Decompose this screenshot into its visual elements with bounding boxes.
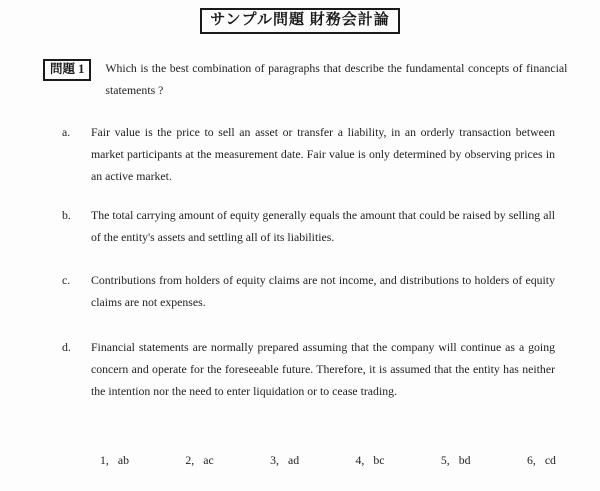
document-title: サンプル問題 財務会計論	[200, 8, 399, 34]
paragraph-a	[62, 121, 600, 187]
choice-2-value: ac	[203, 453, 214, 467]
choice-3-number: 3,	[270, 453, 279, 467]
choice-2	[185, 449, 213, 471]
question-text: Which is the best combination of paragraphs that describe the fundamental concepts of financial statements ?	[105, 61, 568, 97]
title-row	[0, 0, 600, 34]
paragraph-a-text: Fair value is the price to sell an asset or transfer a liability, in an orderly transaction between market participants at the measurement date. Fair value is only determined by observing prices in an active market.	[91, 125, 555, 183]
paragraph-c-label: c.	[62, 273, 71, 287]
choice-3-value: ad	[287, 453, 300, 467]
paragraph-c-text: Contributions from holders of equity claims are not income, and distributions to holders of equity claims are not expenses.	[91, 273, 555, 309]
question-number-label: 問題 1	[43, 59, 91, 81]
choice-5	[441, 449, 471, 471]
paragraph-b-label: b.	[62, 208, 71, 222]
choice-6-value: cd	[544, 453, 556, 467]
question-section	[43, 59, 600, 101]
paragraph-d-text: Financial statements are normally prepared assuming that the company will continue as a going concern and operate for the foreseeable future. Therefore, it is assumed that the entity has neither the intention nor the need to enter liquidation or to cease trading.	[91, 340, 555, 398]
choice-6	[527, 449, 556, 471]
choice-4-value: bc	[373, 453, 385, 467]
choice-5-value: bd	[458, 453, 471, 467]
paragraph-a-label: a.	[62, 125, 71, 139]
paragraph-b-text: The total carrying amount of equity generally equals the amount that could be raised by selling all of the entity's assets and settling all of its liabilities.	[91, 208, 555, 244]
paragraph-c	[62, 269, 600, 313]
choice-1	[100, 449, 129, 471]
choice-1-number: 1,	[100, 453, 109, 467]
choice-2-number: 2,	[185, 453, 195, 467]
paragraph-b	[62, 204, 600, 248]
choice-5-number: 5,	[440, 453, 450, 467]
choice-3	[270, 449, 299, 471]
paragraph-d	[62, 336, 600, 402]
answer-choices-row	[100, 449, 556, 471]
choice-4	[356, 449, 385, 471]
choice-4-number: 4,	[355, 453, 365, 467]
choice-1-value: ab	[117, 453, 129, 467]
choice-6-number: 6,	[526, 453, 536, 467]
paragraph-d-label: d.	[62, 340, 71, 354]
